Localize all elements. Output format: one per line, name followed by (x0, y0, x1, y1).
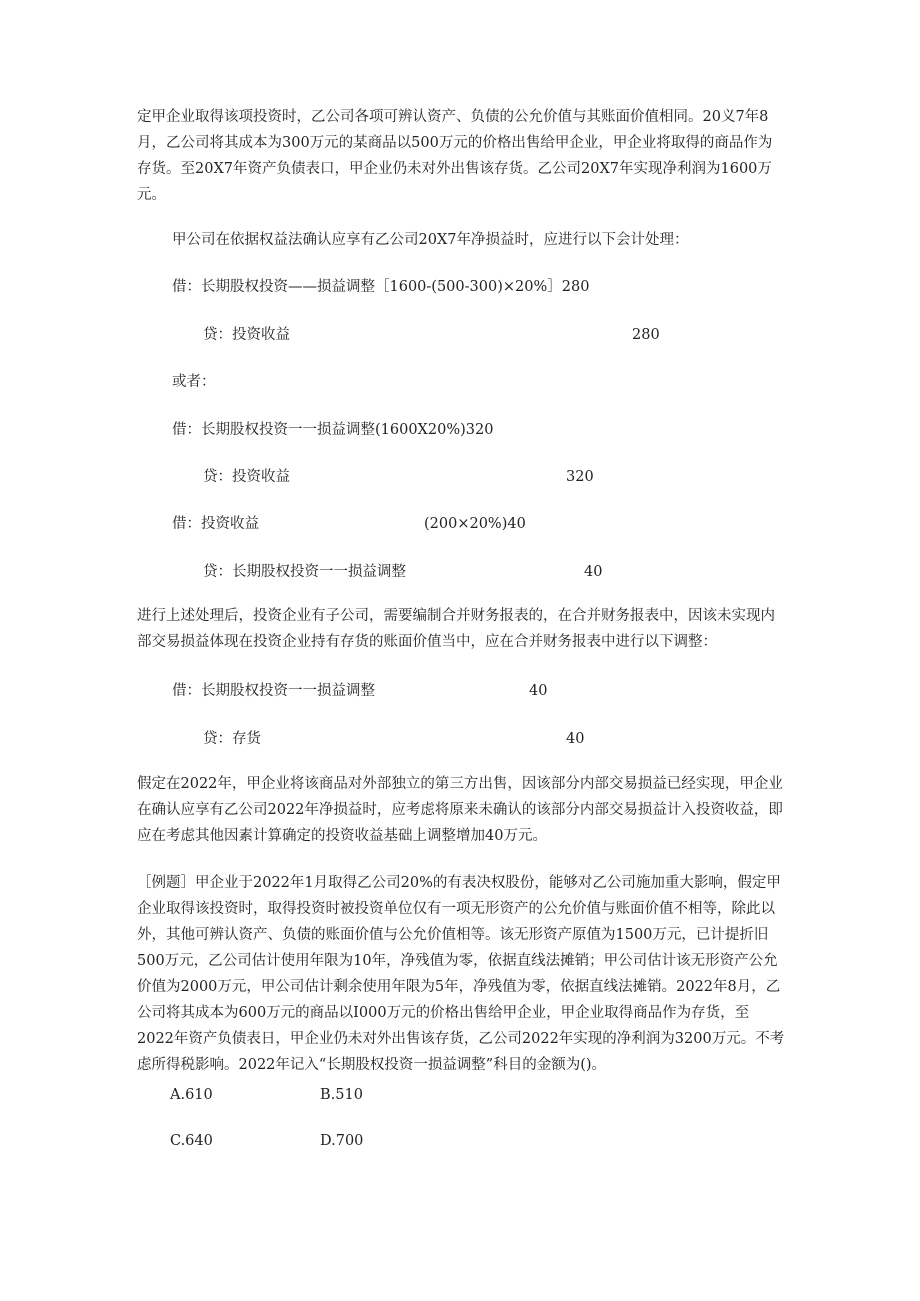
option-b: B.510 (320, 1087, 363, 1103)
entry3-debit: 借：投资收益 (172, 516, 259, 532)
entry2-debit: 借：长期股权投资一一损益调整(1600X20%)320 (172, 422, 494, 438)
realization-paragraph: 假定在2022年，甲企业将该商品对外部独立的第三方出售，因该部分内部交易损益已经实现，甲企业在确认应享有乙公司2022年净损益时，应考虑将原来未确认的该部分内部交易损益计入投资收益，即应在考虑其他因素计算确定的投资收益基础上调整增加40万元。 (137, 776, 783, 844)
example-question: ［例题］甲企业于2022年1月取得乙公司20%的有表决权股份，能够对乙公司施加重大影响，假定甲企业取得该投资时，取得投资时被投资单位仅有一项无形资产的公允价值与账面价值不相等，除此以外，其他可辨认资产、负债的账面价值与公允价值相等。该无形资产原值为1500万元，已计提折旧500万元，乙公司估计使用年限为10年，净残值为零，依据直线法摊销；甲公司估计该无形资产公允价值为2000万元，甲公司估计剩余使用年限为5年，净残值为零，依据直线法摊销。2022年8月，乙公司将其成本为600万元的商品以I000万元的价格出售给甲企业，甲企业取得商品作为存货，至2022年资产负债表日，甲企业仍未对外出售该存货，乙公司2022年实现的净利润为3200万元。不考虑所得税影响。2022年记入“长期股权投资一损益调整”科目的金额为()。 (137, 875, 785, 1073)
entry2-credit-amount: 320 (566, 469, 594, 485)
entry1-credit-label: 贷：投资收益 (203, 327, 290, 343)
intro-paragraph: 定甲企业取得该项投资时，乙公司各项可辨认资产、负债的公允价值与其账面价值相同。20义7年8月，乙公司将其成本为300万元的某商品以500万元的价格出售给甲企业，甲企业将取得的商品作为存货。至20X7年资产负债表口，甲企业仍未对外出售该存货。乙公司20X7年实现净利润为1600万元。 (137, 109, 773, 203)
option-d: D.700 (320, 1133, 364, 1149)
entry2-credit-label: 贷：投资收益 (203, 469, 290, 485)
or-label: 或者： (172, 374, 216, 390)
entry1-credit-amount: 280 (632, 327, 660, 343)
option-c: C.640 (170, 1133, 213, 1149)
entry1-debit: 借：长期股权投资——损益调整［1600-(500-300)×20%］280 (172, 279, 590, 295)
entry4-credit-amount: 40 (566, 731, 585, 747)
entry4-credit-label: 贷：存货 (203, 731, 261, 747)
option-a: A.610 (170, 1087, 213, 1103)
consolidation-paragraph: 进行上述处理后，投资企业有子公司，需要编制合并财务报表的，在合并财务报表中，因该未实现内部交易损益体现在投资企业持有存货的账面价值当中，应在合并财务报表中进行以下调整： (137, 608, 775, 650)
entry3-debit-formula: (200×20%)40 (424, 516, 526, 532)
method-intro: 甲公司在依据权益法确认应享有乙公司20X7年净损益时，应进行以下会计处理： (172, 232, 689, 248)
entry4-debit-amount: 40 (529, 683, 548, 699)
entry4-debit: 借：长期股权投资一一损益调整 (172, 683, 375, 699)
entry3-credit-amount: 40 (584, 564, 603, 580)
entry3-credit-label: 贷：长期股权投资一一损益调整 (203, 564, 406, 580)
